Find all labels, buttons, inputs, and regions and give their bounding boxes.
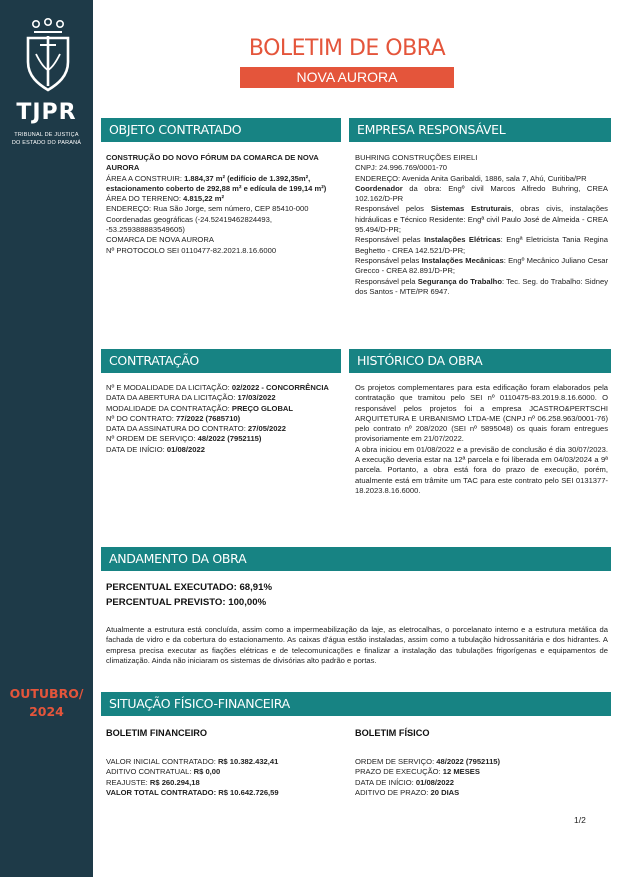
objeto-coordenadas: Coordenadas geográficas (-24.52419462824493, -53.259388883549605): [106, 214, 272, 235]
section-heading-empresa: EMPRESA RESPONSÁVEL: [349, 118, 611, 142]
period-year: 2024: [29, 704, 64, 719]
contratacao-block: Nº E MODALIDADE DA LICITAÇÃO: 02/2022 - CONCORRÊNCIA DATA DA ABERTURA DA LICITAÇÃO: 17/03/2022 MODALIDADE DA CONTRATAÇÃO: PREÇO GLOBAL Nº DO CONTRATO: 77/2022 (7685710) DATA DA ASSINATURA DO CONTRATO: 27/05/2022 Nº ORDEM DE SERVIÇO: 48/2022 (7952115) DATA DE INÍCIO: 01/08/2022: [106, 383, 329, 454]
section-heading-contratacao: CONTRATAÇÃO: [101, 349, 341, 373]
tjpr-emblem-icon: [24, 18, 72, 94]
empresa-nome: BUHRING CONSTRUÇÕES EIRELI: [355, 153, 478, 162]
objeto-block: CONSTRUÇÃO DO NOVO FÓRUM DA COMARCA DE NOVA AURORA ÁREA A CONSTRUIR: 1.884,37 m² (edifício de 1.392,35m², estacionamento coberto de 292,88 m² e edícula de 199,14 m²) ÁREA DO TERRENO: 4.815,22 m² ENDEREÇO: Rua São Jorge, sem número, CEP 85410-000 Coordenadas geográficas (-24.52419462824493, -53.259388883549605) COMARCA DE NOVA AURORA Nº PROTOCOLO SEI 0110477-82.2021.8.16.6000: [106, 153, 334, 256]
objeto-title: CONSTRUÇÃO DO NOVO FÓRUM DA COMARCA DE NOVA AURORA: [106, 153, 319, 173]
historico-paragraph-2: A obra iniciou em 01/08/2022 e a previsão de conclusão é dia 30/07/2023. A execução deveria estar na 12ª parcela e foi liberada em 04/03/2024 a 9ª parcela. Portanto, a obra está fora do prazo de execução, porém, atualmente está em trâmite um TAC para este contrato pelo SEI 0131377-18.2023.8.16.6000.: [355, 444, 608, 495]
sidebar: [0, 0, 93, 877]
page-subtitle: NOVA AURORA: [240, 67, 454, 88]
boletim-fisico-title: BOLETIM FÍSICO: [355, 728, 430, 738]
abertura-value: 17/03/2022: [237, 393, 276, 403]
section-heading-objeto: OBJETO CONTRATADO: [101, 118, 341, 142]
aditivo-prazo-value: 20 DIAS: [430, 787, 460, 797]
empresa-block: BUHRING CONSTRUÇÕES EIRELI CNPJ: 24.996.769/0001-70 ENDEREÇO: Avenida Anita Garibaldi, 1886, sala 7, Ahú, Curitiba/PR Coordenador da obra: Engº civil Marcos Alfredo Buhring, CREA 102.162/D-PR Responsável pelos Sistemas Estruturais, obras civis, instalações hidráulicas e Técnico Residente: Engª civil Paulo José de Almeida - CREA 95.494/D-PR; Responsável pelas Instalações Elétricas: Engª Eletricista Tania Regina Beghetto - CREA 142.521/D-PR; Responsável pelas Instalações Mecânicas: Engº Mecânico Juliano Cesar Grecco - CREA 82.891/D-PR; Responsável pela Segurança do Trabalho: Tec. Seg. do Trabalho: Sidney dos Santos - MTE/PR 6947.: [355, 153, 609, 296]
contrato-value: 77/2022 (7685710): [176, 413, 241, 423]
fisico-ordem-value: 48/2022 (7952115): [436, 757, 501, 766]
boletim-fisico-block: ORDEM DE SERVIÇO: 48/2022 (7952115) PRAZO DE EXECUÇÃO: 12 MESES DATA DE INÍCIO: 01/08/2022 ADITIVO DE PRAZO: 20 DIAS: [355, 757, 501, 797]
modalidade-contratacao-value: PREÇO GLOBAL: [231, 403, 294, 413]
boletim-financeiro-title: BOLETIM FINANCEIRO: [106, 728, 208, 738]
area-construir-value: 1.884,37 m² (edifício de 1.392,35m², estacionamento coberto de 292,88 m² e edícula de 199,14 m²): [106, 173, 327, 193]
period-month: OUTUBRO/: [9, 686, 84, 701]
assinatura-value: 27/05/2022: [247, 424, 286, 434]
logo-subtitle-line-2: DO ESTADO DO PARANÁ: [11, 140, 82, 146]
ordem-servico-value: 48/2022 (7952115): [197, 434, 262, 444]
objeto-endereco: ENDEREÇO: Rua São Jorge, sem número, CEP 85410-000: [106, 204, 309, 214]
valor-inicial-value: R$ 10.382.432,41: [217, 757, 279, 766]
percentual-previsto: PERCENTUAL PREVISTO: 100,00%: [106, 597, 267, 608]
percentual-executado: PERCENTUAL EXECUTADO: 68,91%: [106, 582, 272, 593]
empresa-endereco: ENDEREÇO: Avenida Anita Garibaldi, 1886, sala 7, Ahú, Curitiba/PR: [355, 173, 587, 183]
valor-total-value: R$ 10.642.726,59: [218, 787, 279, 797]
modalidade-value: 02/2022 - CONCORRÊNCIA: [231, 383, 329, 392]
section-heading-situacao: SITUAÇÃO FÍSICO-FINANCEIRA: [101, 692, 611, 716]
reajuste-value: R$ 260.294,18: [149, 777, 200, 787]
page-title: BOLETIM DE OBRA: [248, 36, 446, 61]
objeto-comarca: COMARCA DE NOVA AURORA: [106, 235, 214, 245]
aditivo-contratual-value: R$ 0,00: [193, 767, 221, 777]
logo-subtitle-line-1: TRIBUNAL DE JUSTIÇA: [14, 132, 79, 138]
page-number: 1/2: [574, 815, 586, 825]
prazo-execucao-value: 12 MESES: [442, 767, 480, 777]
logo-text: TJPR: [16, 100, 77, 125]
historico-block: [355, 383, 608, 496]
section-heading-historico: HISTÓRICO DA OBRA: [349, 349, 611, 373]
objeto-protocolo: Nº PROTOCOLO SEI 0110477-82.2021.8.16.6000: [106, 245, 277, 255]
historico-paragraph-1: Os projetos complementares para esta edificação foram elaborados pela contratação que tramitou pelo SEI nº 0110475-83.2019.8.16.6000. O responsável pelos projetos foi a empresa JCASTRO&PERTSCHI ARQUITETURA E URBANISMO LTDA-ME (CNPJ nº 06.258.963/0001-76) pelo contrato nº 208/2020 (SEI nº 5895048) os quais foram entregues provisoriamente em 21/07/2022.: [355, 383, 608, 444]
fisico-inicio-value: 01/08/2022: [415, 777, 454, 787]
empresa-cnpj: CNPJ: 24.996.769/0001-70: [355, 163, 448, 173]
section-heading-andamento: ANDAMENTO DA OBRA: [101, 547, 611, 571]
inicio-value: 01/08/2022: [166, 444, 205, 454]
andamento-descricao: Atualmente a estrutura está concluída, assim como a impermeabilização da laje, as eletrocalhas, o porcelanato interno e a estrutura metálica da fachada de vidro e da cobertura do estacionamento. As caixas d'água estão instaladas, assim como a tubulação hidrossanitária e dos hidrantes. A empresa precisa executar as fiações elétricas e de telecomunicações e finalizar a instalação das tubulações frigorígenas e equipamentos de climatização. Ainda não iniciaram os sistemas de divisórias alto padrão e portas.: [106, 625, 608, 665]
area-terreno-value: 4.815,22 m²: [183, 194, 225, 204]
boletim-financeiro-block: VALOR INICIAL CONTRATADO: R$ 10.382.432,41 ADITIVO CONTRATUAL: R$ 0,00 REAJUSTE: R$ 260.294,18 VALOR TOTAL CONTRATADO: R$ 10.642.726,59: [106, 757, 279, 797]
